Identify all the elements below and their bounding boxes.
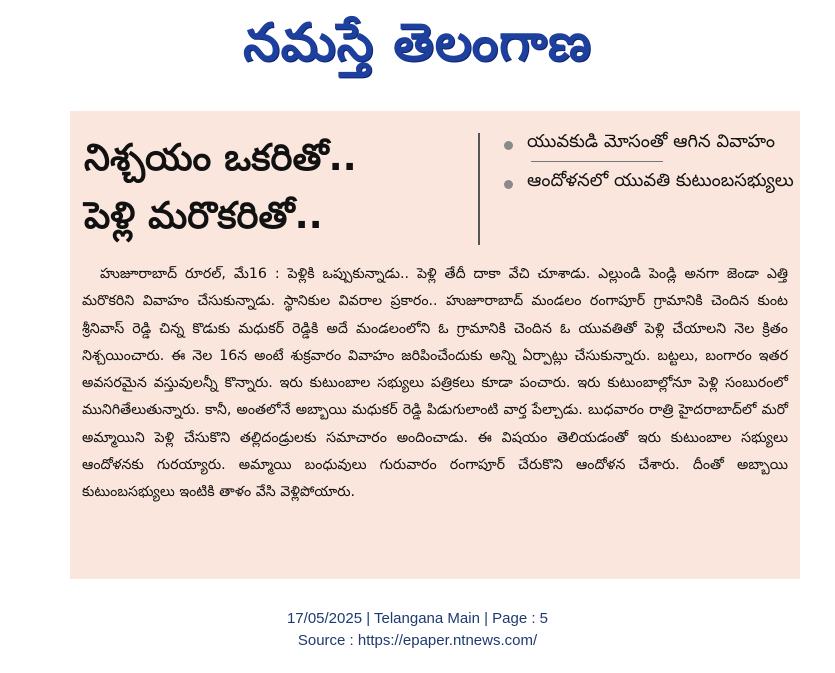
source-footer	[0, 608, 835, 652]
masthead	[0, 0, 835, 86]
bullet-text: యువకుడి మోసంతో ఆగిన వివాహం	[527, 131, 775, 152]
bullet-item	[504, 129, 794, 155]
bullet-separator	[531, 161, 663, 162]
bullet-text: ఆందోళనలో యువతి కుటుంబసభ్యులు	[527, 170, 794, 191]
headline-divider	[478, 133, 480, 245]
source-url: Source : https://epaper.ntnews.com/	[297, 632, 538, 649]
headline-line-1: నిశ్చయం ఒకరితో..	[84, 136, 357, 179]
article-clipping	[70, 111, 800, 579]
bullet-dot-icon	[504, 180, 513, 189]
article-body: హుజూరాబాద్ రూరల్, మే16 : పెళ్లికి ఒప్పుకున్నాడు.. పెళ్లి తేదీ దాకా వేచి చూశాడు. ఎల్లుండి పెండ్లి అనగా జెండా ఎత్తి మరొకరిని వివాహం చేసుకున్నాడు. స్థానికుల వివరాల ప్రకారం.. హుజూరాబాద్ మండలం రంగాపూర్ గ్రామానికి చెందిన కుంట శ్రీనివాస్ రెడ్డి చిన్న కొడుకు మధుకర్ రెడ్డికి అదే మండలంలోని ఓ గ్రామానికి చెందిన ఓ యువతితో పెళ్లి చేయాలని నెల క్రితం నిశ్చయించారు. ఈ నెల 16న అంటే శుక్రవారం వివాహం జరిపించేందుకు అన్ని ఏర్పాట్లు చేసుకున్నారు. బట్టలు, బంగారం ఇతర అవసరమైన వస్తువులన్నీ కొన్నారు. ఇరు కుటుంబాల సభ్యులు పత్రికలు కూడా పంచారు. ఇరు కుటుంబాల్లోనూ పెళ్లి సంబురంలో మునిగితేలుతున్నారు. కానీ, అంతలోనే అబ్బాయి మధుకర్ రెడ్డి పిడుగులాంటి వార్త పేల్చాడు. బుధవారం రాత్రి హైదరాబాద్‌లో మరో అమ్మాయిని పెళ్లి చేసుకొని తల్లిదండ్రులకు సమాచారం అందించాడు. ఈ విషయం తెలియడంతో ఇరు కుటుంబాల సభ్యులు ఆందోళనకు గురయ్యారు. అమ్మాయి బంధువులు గురువారం రంగాపూర్ చేరుకొని ఆందోళన చేశారు. దీంతో అబ్బాయి కుటుంబసభ్యులు ఇంటికి తాళం వేసి వెళ్లిపోయారు.	[82, 266, 788, 501]
newspaper-logo: నమస్తే తెలంగాణ	[243, 13, 592, 73]
headline	[84, 129, 479, 245]
bullet-item	[504, 168, 794, 194]
bullet-dot-icon	[504, 141, 513, 150]
edition-info: 17/05/2025 | Telangana Main | Page : 5	[286, 610, 549, 627]
headline-line-2: పెళ్లి మరొకరితో..	[84, 194, 323, 237]
subhead-bullets	[504, 129, 794, 194]
